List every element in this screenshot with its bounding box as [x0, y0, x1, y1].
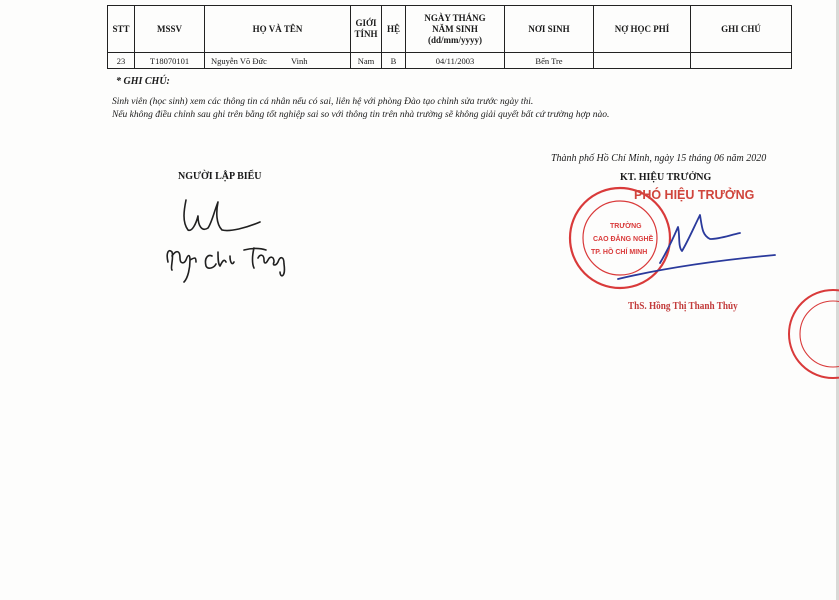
cell-stt: 23 [108, 53, 135, 69]
preparer-title: NGƯỜI LẬP BIỂU [178, 171, 262, 182]
cell-name-last: Vinh [291, 55, 308, 66]
header-birthplace: NƠI SINH [505, 6, 594, 53]
cell-mssv: T18070101 [135, 53, 205, 69]
cell-birthplace: Bến Tre [505, 53, 594, 69]
header-mssv: MSSV [135, 6, 205, 53]
stamp-line-2: CAO ĐẲNG NGHỀ [593, 236, 654, 243]
table-header-row [108, 6, 792, 53]
student-table [107, 5, 792, 69]
preparer-signature [160, 192, 300, 287]
header-notes: GHI CHÚ [691, 6, 792, 53]
header-dob [406, 6, 505, 53]
partial-stamp [778, 284, 839, 384]
header-gender-line1: GIỚI [355, 18, 377, 28]
header-stt: STT [108, 6, 135, 53]
header-tuition-debt: NỢ HỌC PHÍ [594, 6, 691, 53]
vice-principal-title: PHÓ HIỆU TRƯỞNG [634, 188, 755, 202]
cell-name-first: Nguyễn Võ Đức [211, 55, 267, 66]
signer-name: ThS. Hồng Thị Thanh Thủy [628, 301, 738, 312]
cell-tuition-debt [594, 53, 691, 69]
cell-notes [691, 53, 792, 69]
header-program: HỆ [382, 6, 406, 53]
header-dob-line1: NGÀY THÁNG [424, 12, 486, 23]
header-full-name: HỌ VÀ TÊN [205, 6, 351, 53]
header-dob-line2: NĂM SINH [432, 23, 478, 34]
cell-full-name [205, 53, 351, 69]
place-date: Thành phố Hồ Chí Minh, ngày 15 tháng 06 năm 2020 [551, 153, 767, 164]
table-row [108, 53, 792, 69]
principal-title: KT. HIỆU TRƯỞNG [620, 172, 712, 183]
approver-signature [600, 205, 790, 285]
note-title: * GHI CHÚ: [116, 76, 170, 87]
stamp-line-1: TRƯỜNG [610, 223, 642, 230]
stamp-line-3: TP. HỒ CHÍ MINH [591, 249, 648, 256]
note-line-2: Nếu không điều chỉnh sau ghi trên bằng tốt nghiệp sai so với thông tin trên nhà trường sẽ không giải quyết bất cứ trường hợp nào. [112, 110, 610, 120]
header-dob-line3: (dd/mm/yyyy) [428, 34, 482, 45]
header-gender [351, 6, 382, 53]
cell-dob: 04/11/2003 [406, 53, 505, 69]
note-line-1: Sinh viên (học sinh) xem các thông tin cá nhân nếu có sai, liên hệ với phòng Đào tạo chỉnh sửa trước ngày thi. [112, 97, 534, 107]
cell-gender: Nam [351, 53, 382, 69]
header-gender-line2: TÍNH [354, 29, 378, 39]
cell-program: B [382, 53, 406, 69]
